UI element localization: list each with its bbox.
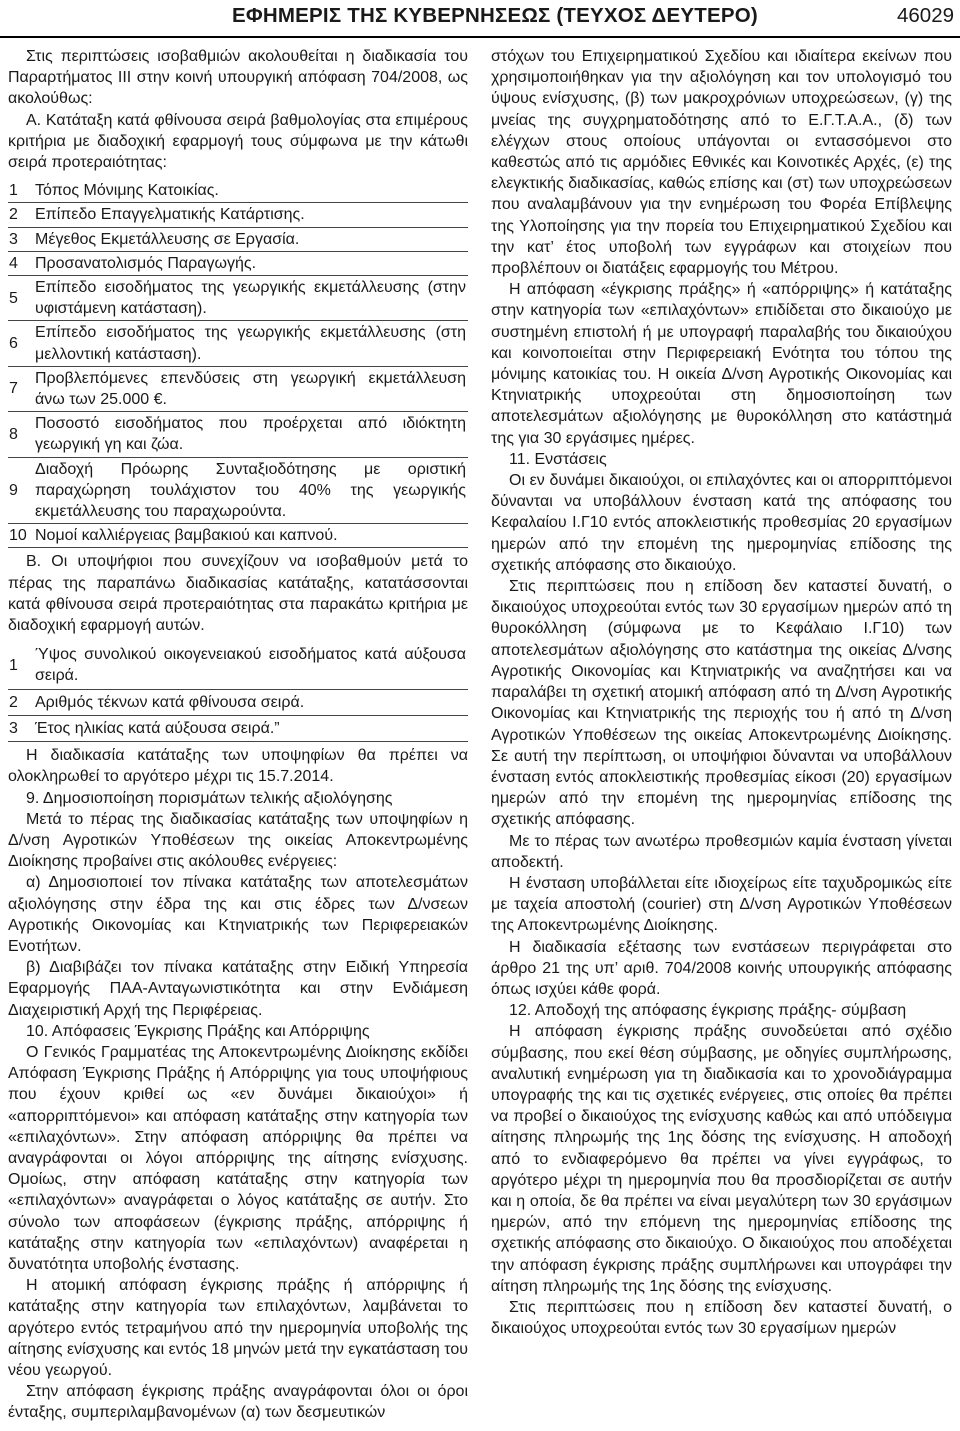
criterion-text: Διαδοχή Πρόωρης Συνταξιοδότησης με οριστική παραχώρηση τουλάχιστον του 40% της γεωργικής εκμετάλλευσης του παραχωρούντα. (33, 457, 468, 524)
section-heading: 10. Απόφασεις Έγκρισης Πράξης και Απόρριψης (26, 1022, 370, 1040)
criterion-text: Έτος ηλικίας κατά αύξουσα σειρά.” (33, 715, 468, 741)
paragraph: Στην απόφαση έγκρισης πράξης αναγράφονται όλοι οι όροι ένταξης, συμπεριλαμβανομένων (α) των δεσμευτικών (8, 1383, 468, 1422)
criteria-row (8, 276, 468, 321)
criterion-text: Επίπεδο Επαγγελματικής Κατάρτισης. (33, 203, 468, 227)
criterion-text: Τόπος Μόνιμης Κατοικίας. (33, 179, 468, 203)
paragraph: Η διαδικασία εξέτασης των ενστάσεων περιγράφεται στο άρθρο 21 της υπ’ αριθ. 704/2008 κοινής υπουργικής απόφασης όπως ισχύει κάθε φορά. (491, 938, 952, 998)
criterion-number: 2 (8, 689, 33, 715)
gazette-title: ΕΦΗΜΕΡΙΣ ΤΗΣ ΚΥΒΕΡΝΗΣΕΩΣ (ΤΕΥΧΟΣ ΔΕΥΤΕΡΟ) (232, 4, 758, 27)
criterion-text: Προβλεπόμενες επενδύσεις στη γεωργική εκμετάλλευση άνω των 25.000 €. (33, 366, 468, 411)
criterion-number: 3 (8, 715, 33, 741)
criterion-number: 6 (8, 321, 33, 366)
criteria-row (8, 251, 468, 275)
criteria-row (8, 179, 468, 203)
page-number: 46029 (896, 4, 954, 27)
criterion-number: 3 (8, 227, 33, 251)
paragraph: Οι εν δυνάμει δικαιούχοι, οι επιλαχόντες και οι απορριπτόμενοι δύνανται να υποβάλλουν ένσταση κατά της απόφασης του Κεφαλαίου Ι.Γ10 εντός αποκλειστικής προθεσμίας 20 εργασίμων ημερών από την επομένη της ημερομηνίας επίδοσης της σχετικής απόφασης στο δικαιούχο. (491, 472, 952, 574)
criteria-row (8, 457, 468, 524)
criterion-text: Επίπεδο εισοδήματος της γεωργικής εκμετάλλευσης (στην υφιστάμενη κατάσταση). (33, 276, 468, 321)
paragraph: στόχων του Επιχειρηματικού Σχεδίου και ιδιαίτερα εκείνων που χρησιμοποιήθηκαν για την αξιολόγηση και τον υπολογισμό του ύψους ενίσχυσης, (β) των μακροχρόνιων υποχρεώσεων, (γ) της μνείας της συγχρηματοδότησης από το Ε.Γ.Τ.Α.Α., (δ) των ελέγχων στους οποίους υπάγονται οι εντασσόμενοι στο καθεστώς από τις αρμόδιες Εθνικές και Κοινοτικές Αρχές, (ε) της ελεγκτικής διαδικασίας, καθώς επίσης και (στ) των υποχρεώσεων που αναλαμβάνουν για την ενημέρωση του Φορέα Επίβλεψης της Υλοποίησης για την πορεία του Επιχειρηματικού Σχεδίου και την κατ’ έτος υποβολή των εγγράφων και στοιχείων που προβλέπουν οι διατάξεις εφαρμογής του Μέτρου. (491, 48, 952, 278)
paragraph: Η απόφαση «έγκρισης πράξης» ή «απόρριψης» ή κατάταξης στην κατηγορία των «επιλαχόντων» επιδίδεται στο δικαιούχο με συστημένη επιστολή ή με υπογραφή παραλαβής του δικαιούχου και κοινοποιείται στην Περιφερειακή Ενότητα του τόπου της μόνιμης κατοικίας του. Η οικεία Δ/νση Αγροτικής Οικονομίας και Κτηνιατρικής υποχρεούται στη δημοσιοποίηση των αποτελεσμάτων αξιολόγησης με θυροκόλληση στο κατάστημά της για 30 εργάσιμες ημέρες. (491, 281, 952, 447)
section-heading: 9. Δημοσιοποίηση πορισμάτων τελικής αξιολόγησης (26, 789, 393, 807)
criterion-number: 9 (8, 457, 33, 524)
criterion-text: Ύψος συνολικού οικογενειακού εισοδήματος κατά αύξουσα σειρά. (33, 642, 468, 689)
criterion-text: Μέγεθος Εκμετάλλευσης σε Εργασία. (33, 227, 468, 251)
left-column (8, 46, 468, 1424)
section-heading: 12. Αποδοχή της απόφασης έγκρισης πράξης- σύμβαση (509, 1002, 907, 1020)
section-heading: 11. Ενστάσεις (509, 450, 607, 468)
criteria-table-b (8, 642, 468, 742)
paragraph: Β. Οι υποψήφιοι που συνεχίζουν να ισοβαθμούν μετά το πέρας της παραπάνω διαδικασίας κατάταξης, κατατάσσονται κατά φθίνουσα σειρά προτεραιότητας στα παρακάτω κριτήρια με διαδοχική εφαρμογή αυτών. (8, 553, 468, 635)
paragraph: β) Διαβιβάζει τον πίνακα κατάταξης στην Ειδική Υπηρεσία Εφαρμογής ΠΑΑ-Ανταγωνιστικότητα και στην Ενδιάμεση Διαχειριστική Αρχή της Περιφέρειας. (8, 959, 468, 1019)
criteria-table-a (8, 179, 468, 548)
paragraph: α) Δημοσιοποιεί τον πίνακα κατάταξης των αποτελεσμάτων αξιολόγησης στην έδρα της και στις έδρες των Δ/νσεων Αγροτικής Οικονομίας και Κτηνιατρικής των Περιφερειακών Ενοτήτων. (8, 874, 468, 955)
criteria-row (8, 642, 468, 689)
paragraph: Με το πέρας των ανωτέρω προθεσμιών καμία ένσταση γίνεται αποδεκτή. (491, 832, 952, 871)
paragraph: Ο Γενικός Γραμματέας της Αποκεντρωμένης Διοίκησης εκδίδει Απόφαση Έγκρισης Πράξης ή Απόρριψης για τους υποψήφιους που έχουν κριθεί ως «εν δυνάμει δικαιούχοι» ή «απορριπτόμενοι» και απόφαση κατάταξης στην κατηγορία των «επιλαχόντων». Στην απόφαση απόρριψης θα πρέπει να αναγράφονται οι λόγοι απόρριψης της αίτησης ενίσχυσης. Ομοίως, στην απόφαση κατάταξης στην κατηγορία των «επιλαχόντων» αναγράφεται ο λόγος κατάταξης σε αυτήν. Στο σύνολο των αποφάσεων (έγκρισης πράξης, απόρριψης ή κατάταξης στην κατηγορία των «επιλαχόντων) αναφέρεται η δυνατότητα υποβολής ένστασης. (8, 1043, 468, 1273)
criterion-number: 2 (8, 203, 33, 227)
criterion-number: 4 (8, 251, 33, 275)
paragraph: Η ατομική απόφαση έγκρισης πράξης ή απόρριψης ή κατάταξης στην κατηγορία των επιλαχόντων, λαμβάνεται το αργότερο εντός τετραμήνου από την ημερομηνία υποβολής της αίτησης ενίσχυσης και εντός 18 μηνών μετά την εγκατάσταση του νέου γεωργού. (8, 1277, 468, 1379)
page-header (0, 0, 960, 38)
criterion-text: Επίπεδο εισοδήματος της γεωργικής εκμετάλλευσης (στη μελλοντική κατάσταση). (33, 321, 468, 366)
criteria-row (8, 321, 468, 366)
paragraph: Στις περιπτώσεις ισοβαθμιών ακολουθείται η διαδικασία του Παραρτήματος ΙΙΙ στην κοινή υπουργική απόφαση 704/2008, ως ακολούθως: (8, 48, 468, 108)
paragraph: Η απόφαση έγκρισης πράξης συνοδεύεται από σχέδιο σύμβασης, που εκεί θέση σύμβασης, με οδηγίες συμπλήρωσης, αναλυτική ενημέρωση για τη διαδικασία και το χρονοδιάγραμμα υπογραφής της και τις σχετικές ενέργειες, στις οποίες θα πρέπει να προβεί ο δικαιούχος της ενίσχυσης καθώς και από υπόδειγμα αίτησης πληρωμής της 1ης δόσης της ενίσχυσης. Η αποδοχή από το ενδιαφερόμενο θα πρέπει να γίνει εγγράφως, το αργότερο μέχρι τη ημερομηνία που θα προσδιορίζεται σε αυτήν και η οποία, δε θα πρέπει να είναι μεγαλύτερη των 30 εργάσιμων ημερών, από την επόμενη της ημερομηνίας επίδοσης της σχετικής απόφασης στο δικαιούχο. Ο δικαιούχος που αποδέχεται την απόφαση έγκρισης πράξης συμπλήρωνει και υπογράφει την αίτηση πληρωμής της 1ης δόσης της ενίσχυσης. (491, 1023, 952, 1295)
criterion-number: 1 (8, 179, 33, 203)
paragraph: Στις περιπτώσεις που η επίδοση δεν καταστεί δυνατή, ο δικαιούχος υποχρεούται εντός των 30 εργασίμων ημερών (491, 1298, 952, 1338)
criterion-number: 1 (8, 642, 33, 689)
criteria-row (8, 715, 468, 741)
paragraph: Η διαδικασία κατάταξης των υποψηφίων θα πρέπει να ολοκληρωθεί το αργότερο μέχρι τις 15.7.2014. (8, 747, 468, 786)
criterion-text: Νομοί καλλιέργειας βαμβακιού και καπνού. (33, 524, 468, 548)
paragraph: Η ένσταση υποβάλλεται είτε ιδιοχείρως είτε ταχυδρομικώς είτε με ταχεία αποστολή (courier) στη Δ/νση Αγροτικών Υποθέσεων της Αποκεντρωμένης Διοίκησης. (491, 874, 952, 935)
paragraph: Μετά το πέρας της διαδικασίας κατάταξης των υποψηφίων η Δ/νση Αγροτικών Υποθέσεων της οικείας Αποκεντρωμένης Διοίκησης προβαίνει στις ακόλουθες ενέργειες: (8, 810, 468, 871)
criterion-number: 8 (8, 412, 33, 457)
criterion-text: Αριθμός τέκνων κατά φθίνουσα σειρά. (33, 689, 468, 715)
criteria-row (8, 689, 468, 715)
right-column (491, 46, 952, 1339)
criteria-row (8, 412, 468, 457)
criterion-text: Προσανατολισμός Παραγωγής. (33, 251, 468, 275)
criterion-number: 10 (8, 524, 33, 548)
criterion-number: 5 (8, 276, 33, 321)
paragraph: Στις περιπτώσεις που η επίδοση δεν καταστεί δυνατή, ο δικαιούχος υποχρεούται εντός των 30 εργασίμων ημερών από τη θυροκόλληση (σύμφωνα με το Κεφάλαιο Ι.Γ10) των αποτελεσμάτων αξιολόγησης στο κατάστημα της οικείας Δ/νσης Αγροτικής Οικονομίας και Κτηνιατρικής να αναζητήσει και να παραλάβει τη σχετική ατομική απόφαση από τη Δ/νση Αγροτικής Οικονομίας και Κτηνιατρικής της περιοχής του ή από τη Δ/νση Αγροτικών Υποθέσεων της οικείας Αποκεντρωμένης Διοίκησης. Σε αυτή την περίπτωση, οι υποψήφιοι δύνανται να υποβάλλουν ένσταση εντός αποκλειστικής προθεσμίας είκοσι (20) εργασίμων ημερών από την επομένη της ημερομηνίας επίδοσης της σχετικής απόφασης. (491, 578, 952, 829)
criteria-row (8, 203, 468, 227)
criteria-row (8, 227, 468, 251)
criteria-row (8, 524, 468, 548)
criterion-number: 7 (8, 366, 33, 411)
criteria-row (8, 366, 468, 411)
paragraph: Α. Κατάταξη κατά φθίνουσα σειρά βαθμολογίας στα επιμέρους κριτήρια με διαδοχική εφαρμογή τους σύμφωνα με την κάτωθι σειρά προτεραιότητας: (8, 111, 468, 172)
criterion-text: Ποσοστό εισοδήματος που προέρχεται από ιδιόκτητη γεωργική γη και ζώα. (33, 412, 468, 457)
